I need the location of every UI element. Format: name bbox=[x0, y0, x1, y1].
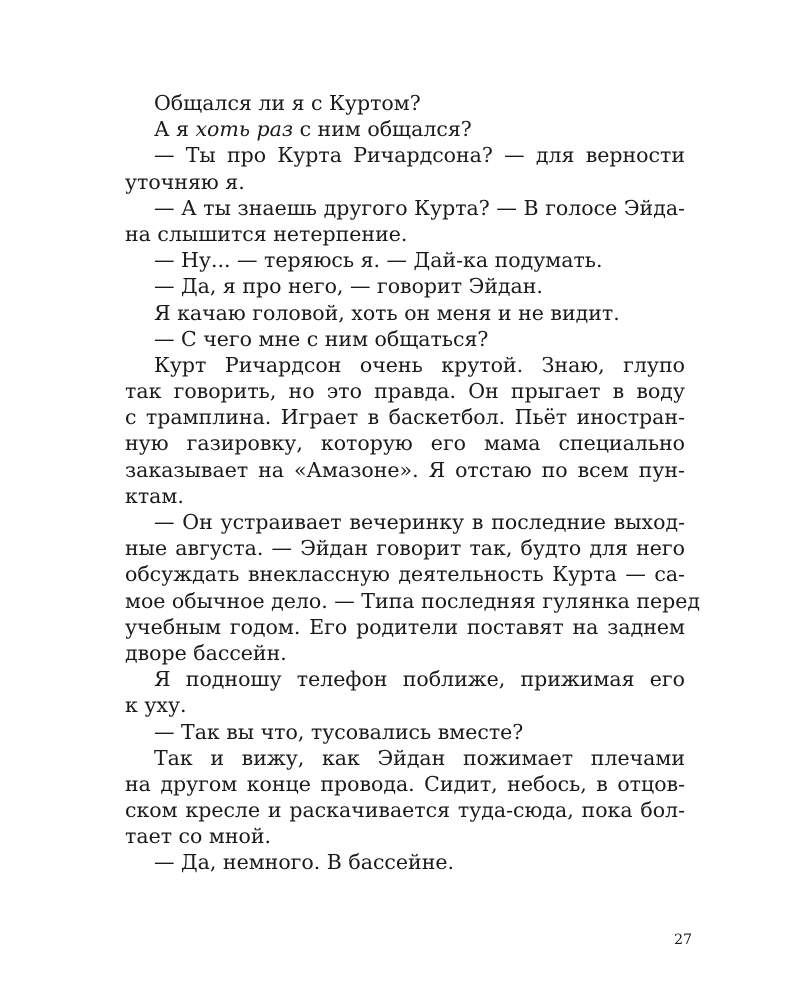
text-line: ктам. bbox=[125, 483, 184, 508]
text-line: Общался ли я с Куртом? bbox=[154, 91, 421, 115]
text-line: ную газировку, которую его мама специально bbox=[125, 431, 685, 456]
text-line: мое обычное дело. — Типа последняя гулянка перед bbox=[125, 588, 701, 613]
text-line: дворе бассейн. bbox=[125, 640, 287, 665]
text-line: учебным годом. Его родители поставят на заднем bbox=[125, 614, 685, 639]
text-line: ные августа. — Эйдан говорит так, будто для него bbox=[125, 536, 685, 561]
text-line: на слышится нетерпение. bbox=[125, 221, 408, 246]
text-line: — А ты знаешь другого Курта? — В голосе Эйда- bbox=[154, 195, 685, 220]
text-line: Курт Ричардсон очень крутой. Знаю, глупо bbox=[154, 352, 685, 377]
text-line: к уху. bbox=[125, 693, 187, 718]
text-line: обсуждать внеклассную деятельность Курта — са- bbox=[125, 562, 685, 587]
text-line: — Ну... — теряюсь я. — Дай-ка подумать. bbox=[154, 248, 603, 273]
text-line: ском кресле и раскачивается туда-сюда, пока бол- bbox=[125, 798, 685, 823]
text-line: — Ты про Курта Ричардсона? — для верности bbox=[154, 143, 685, 168]
text-line: Так и вижу, как Эйдан пожимает плечами bbox=[154, 745, 685, 770]
text-line: — Да, я про него, — говорит Эйдан. bbox=[154, 274, 543, 299]
text-line: с трамплина. Играет в баскетбол. Пьёт иностран- bbox=[125, 405, 685, 430]
text-line: уточняю я. bbox=[125, 169, 245, 194]
page-number: 27 bbox=[674, 932, 692, 948]
text-segment: с ним общался? bbox=[293, 117, 472, 142]
text-line: так говорить, но это правда. Он прыгает в воду bbox=[125, 379, 685, 404]
emphasized-text: хоть раз bbox=[195, 117, 294, 142]
text-line: тает со мной. bbox=[125, 824, 272, 849]
text-line: — Так вы что, тусовались вместе? bbox=[154, 719, 524, 744]
text-segment: А я bbox=[154, 117, 196, 142]
text-line: Я качаю головой, хоть он меня и не видит. bbox=[154, 300, 620, 325]
text-line: на другом конце провода. Сидит, небось, в отцов- bbox=[125, 771, 685, 796]
book-page-text bbox=[125, 90, 701, 876]
text-line: заказывает на «Амазоне». Я отстаю по всем пун- bbox=[125, 457, 685, 482]
text-line: Я подношу телефон поближе, прижимая его bbox=[154, 667, 685, 692]
text-line: — Он устраивает вечеринку в последние выход- bbox=[154, 510, 685, 534]
text-line: — Да, немного. В бассейне. bbox=[154, 850, 455, 875]
text-line: — С чего мне с ним общаться? bbox=[154, 326, 489, 351]
text-line bbox=[125, 116, 685, 142]
